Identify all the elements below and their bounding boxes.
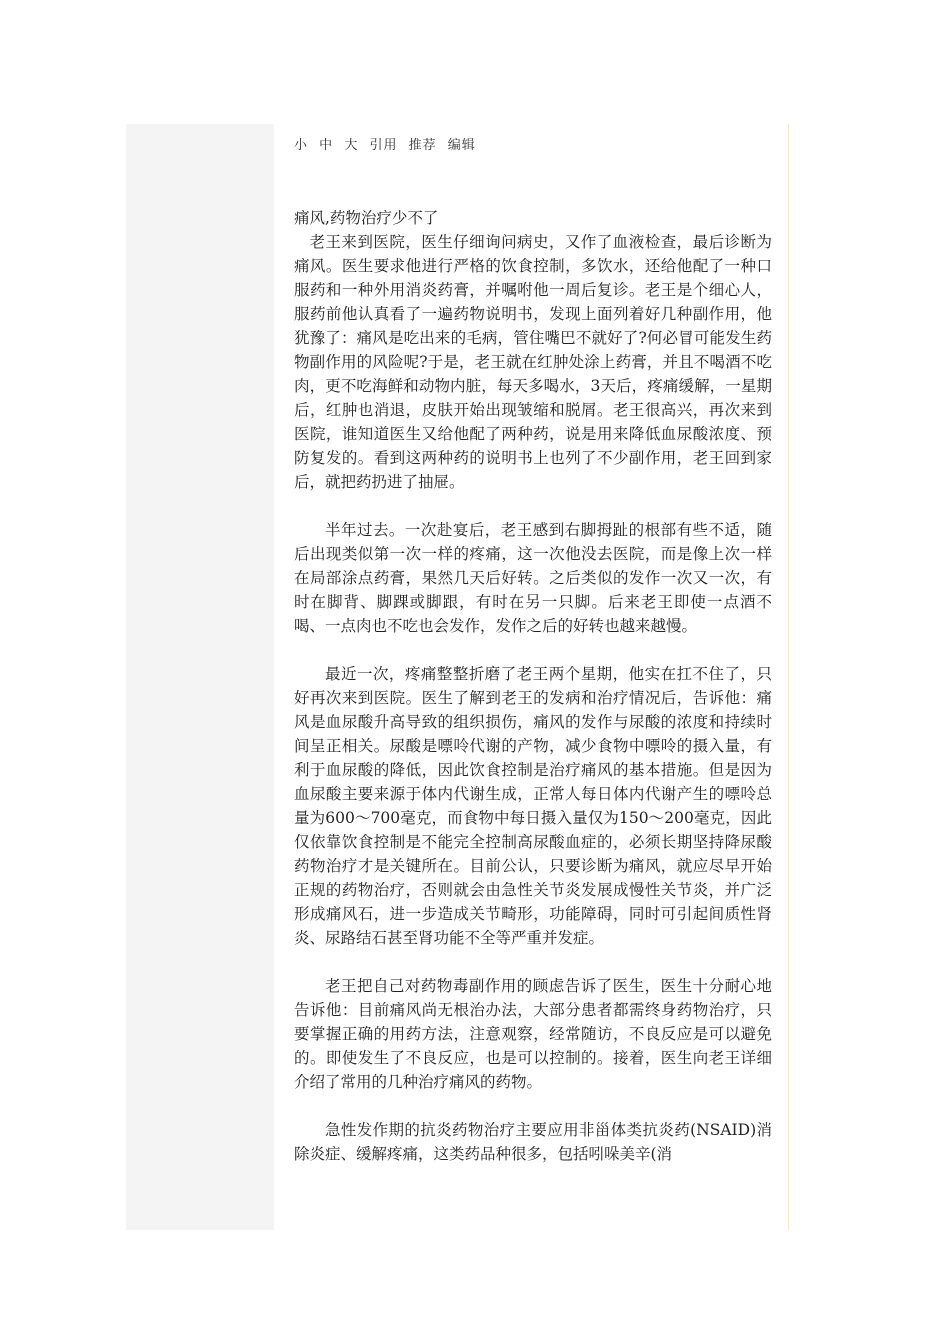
font-small-link[interactable]: 小 [294, 138, 309, 153]
text-toolbar [294, 134, 482, 153]
right-border-line [788, 124, 789, 1230]
recommend-link[interactable]: 推荐 [408, 138, 437, 153]
quote-link[interactable]: 引用 [369, 138, 398, 153]
paragraph-spacer [294, 950, 772, 974]
article-paragraph: 急性发作期的抗炎药物治疗主要应用非甾体类抗炎药(NSAID)消除炎症、缓解疼痛，这类药品种很多，包括吲哚美辛(消 [294, 1121, 772, 1163]
article-paragraph: 老王来到医院，医生仔细询问病史，又作了血液检查，最后诊断为痛风。医生要求他进行严格的饮食控制，多饮水，还给他配了一种口服药和一种外用消炎药膏，并嘱咐他一周后复诊。老王是个细心人，服药前他认真看了一遍药物说明书，发现上面列着好几种副作用，他犹豫了：痛风是吃出来的毛病，管住嘴巴不就好了?何必冒可能发生药物副作用的风险呢?于是，老王就在红肿处涂上药膏，并且不喝酒不吃肉，更不吃海鲜和动物内脏，每天多喝水，3天后，疼痛缓解，一星期后，红肿也消退，皮肤开始出现皱缩和脱屑。老王很高兴，再次来到医院，谁知道医生又给他配了两种药，说是用来降低血尿酸浓度、预防复发的。看到这两种药的说明书上也列了不少副作用，老王回到家后，就把药扔进了抽屉。 [294, 233, 772, 491]
paragraph-spacer [294, 638, 772, 662]
article-container [294, 124, 772, 1230]
article-paragraph: 老王把自己对药物毒副作用的顾虑告诉了医生，医生十分耐心地告诉他：目前痛风尚无根治办法，大部分患者都需终身药物治疗，只要掌握正确的用药方法，注意观察，经常随访，不良反应是可以避免的。即使发生了不良反应，也是可以控制的。接着，医生向老王详细介绍了常用的几种治疗痛风的药物。 [294, 977, 772, 1091]
article-title: 痛风,药物治疗少不了 [294, 209, 439, 227]
article-body [294, 206, 772, 1166]
font-medium-link[interactable]: 中 [319, 138, 334, 153]
article-paragraph: 最近一次，疼痛整整折磨了老王两个星期，他实在扛不住了，只好再次来到医院。医生了解到老王的发病和治疗情况后，告诉他：痛风是血尿酸升高导致的组织损伤，痛风的发作与尿酸的浓度和持续时间呈正相关。尿酸是嘌呤代谢的产物，减少食物中嘌呤的摄入量，有利于血尿酸的降低，因此饮食控制是治疗痛风的基本措施。但是因为血尿酸主要来源于体内代谢生成，正常人每日体内代谢产生的嘌呤总量为600～700毫克，而食物中每日摄入量仅为150～200毫克，因此仅依靠饮食控制是不能完全控制高尿酸血症的，必须长期坚持降尿酸药物治疗才是关键所在。目前公认，只要诊断为痛风，就应尽早开始正规的药物治疗，否则就会由急性关节炎发展成慢性关节炎，并广泛形成痛风石，进一步造成关节畸形，功能障碍，同时可引起间质性肾炎、尿路结石甚至肾功能不全等严重并发症。 [294, 665, 772, 947]
article-paragraph: 半年过去。一次赴宴后，老王感到右脚拇趾的根部有些不适，随后出现类似第一次一样的疼痛，这一次他没去医院，而是像上次一样在局部涂点药膏，果然几天后好转。之后类似的发作一次又一次，有时在脚背、脚踝或脚跟，有时在另一只脚。后来老王即使一点酒不喝、一点肉也不吃也会发作，发作之后的好转也越来越慢。 [294, 521, 772, 635]
left-sidebar-panel [126, 124, 274, 1230]
paragraph-spacer [294, 494, 772, 518]
edit-link[interactable]: 编辑 [447, 138, 476, 153]
paragraph-spacer [294, 1094, 772, 1118]
font-large-link[interactable]: 大 [344, 138, 359, 153]
